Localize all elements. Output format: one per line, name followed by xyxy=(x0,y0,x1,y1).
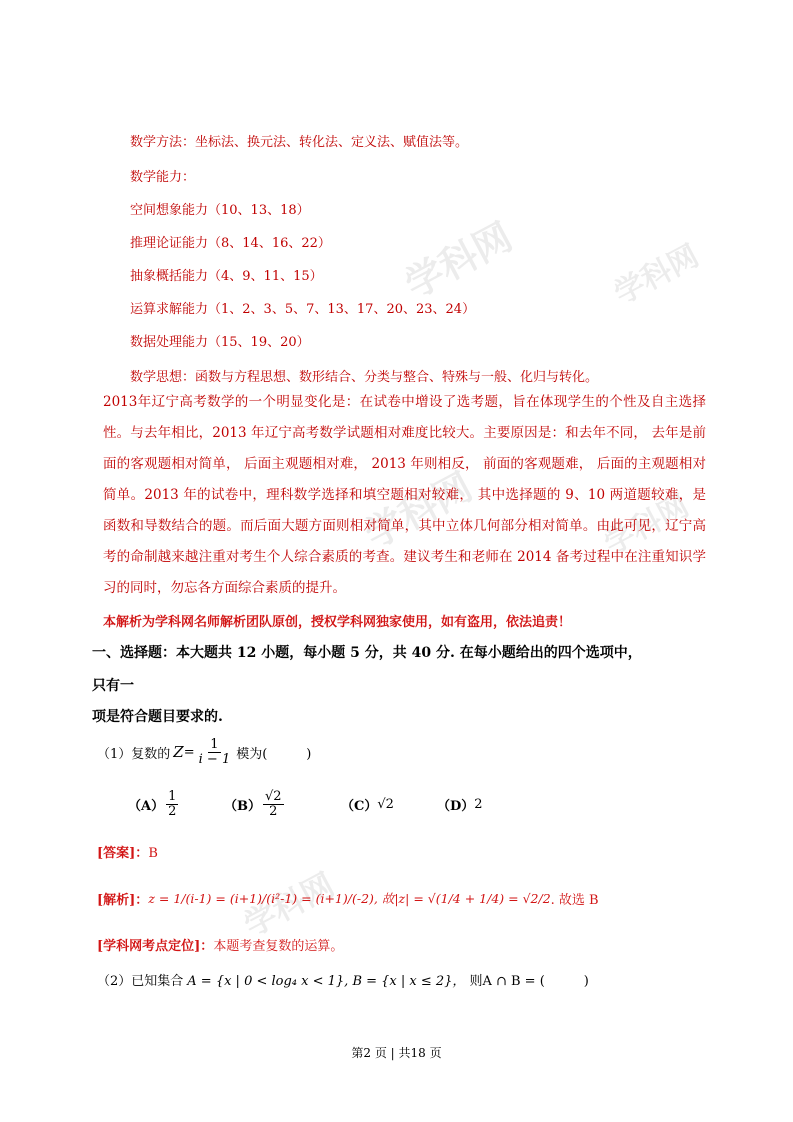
answer-line xyxy=(97,842,158,861)
option-b-den: 2 xyxy=(269,803,278,819)
option-b-num: √2 xyxy=(265,788,282,804)
option-b-label: （B） xyxy=(224,798,261,814)
option-a xyxy=(128,782,180,826)
explanation-line xyxy=(97,878,599,918)
ability-item: 数据处理能力（15、19、20） xyxy=(130,335,310,350)
option-a-num: 1 xyxy=(168,788,177,804)
option-b-fraction xyxy=(263,790,284,818)
knowledge-point-label: [学科网考点定位]： xyxy=(97,939,214,954)
section-heading-line3: 项是符合题目要求的. xyxy=(92,709,223,725)
ability-item: 空间想象能力（10、13、18） xyxy=(130,203,310,218)
watermark-logo: 学科网 xyxy=(357,464,480,557)
q2-suffix: 则A ∩ B = ( ) xyxy=(469,974,589,989)
answer-label: [答案]： xyxy=(97,846,149,861)
q2-prefix: （2）已知集合 xyxy=(97,974,184,989)
math-ability-title: 数学能力： xyxy=(130,170,196,185)
option-c-value: √2 xyxy=(377,796,394,812)
analysis-paragraph: 2013年辽宁高考数学的一个明显变化是：在试卷中增设了选考题，旨在体现学生的个性及自主选择性。与去年相比，2013 年辽宁高考数学试题相对难度比较大。主要原因是：和去年不同， 去年是前面的客观题相对简单， 后面主观题相对难， 2013 年则相反， 前面的客观题难， 后面的主观题相对简单。2013 年的试卷中，理科数学选择和填空题相对较难， 其中选择题的 9、10 两道题较难，是函数和导数结合的题。而后面大题方面则相对简单，其中立体几何部分相对简单。由此可见，辽宁高考的命制越来越注重对考生个人综合素质的考查。建议考生和老师在 2014 备考过程中在注重知识学习的同时，勿忘各方面综合素质的提升。 xyxy=(103,394,706,596)
knowledge-point xyxy=(97,935,343,954)
q1-fraction xyxy=(197,738,233,766)
option-a-den: 2 xyxy=(168,803,177,819)
watermark-logo: 学科网 xyxy=(598,488,695,562)
q2-expression: A = {x | 0 < log₄ x < 1}, B = {x | x ≤ 2}， xyxy=(187,974,466,989)
watermark-logo: 学科网 xyxy=(608,238,705,312)
option-d-value: 2 xyxy=(474,796,483,812)
copyright-notice: 本解析为学科网名师解析团队原创，授权学科网独家使用，如有盗用，依法追责！ xyxy=(103,615,572,630)
q1-eq: = xyxy=(183,744,195,760)
q1-var: Z xyxy=(173,743,184,761)
option-a-label: （A） xyxy=(128,798,165,814)
q1-suffix: 模为( ) xyxy=(236,746,312,762)
math-methods: 数学方法：坐标法、换元法、转化法、定义法、赋值法等。 xyxy=(130,135,469,150)
ability-item: 运算求解能力（1、2、3、5、7、13、17、20、23、24） xyxy=(130,302,476,317)
option-d-label: （D） xyxy=(437,798,475,814)
explanation-label: [解析]： xyxy=(97,892,149,908)
option-c-label: （C） xyxy=(341,798,378,814)
watermark-logo: 学科网 xyxy=(397,214,520,307)
page-footer: 第2 页 | 共18 页 xyxy=(351,1046,442,1060)
explanation-tail: . 故选 B xyxy=(550,892,599,908)
option-c xyxy=(341,782,394,826)
answer-value: B xyxy=(148,846,158,861)
option-a-fraction xyxy=(166,790,178,818)
knowledge-point-text: 本题考查复数的运算。 xyxy=(213,939,344,954)
math-thought: 数学思想：函数与方程思想、数形结合、分类与整合、特殊与一般、化归与转化。 xyxy=(130,370,599,385)
question-1 xyxy=(97,732,311,772)
ability-item: 抽象概括能力（4、9、11、15） xyxy=(130,269,323,284)
option-d xyxy=(437,782,483,826)
section-heading-line2: 只有一 xyxy=(92,678,134,694)
option-b xyxy=(224,782,286,826)
watermark-logo: 学科网 xyxy=(237,865,341,945)
q1-den: i − 1 xyxy=(198,751,231,767)
section-heading: 一、选择题：本大题共 12 小题，每小题 5 分，共 40 分. 在每小题给出的四个选项中， xyxy=(92,645,642,661)
explanation-expression: z = 1/(i-1) = (i+1)/(i²-1) = (i+1)/(-2), 故|z| = √(1/4 + 1/4) = √2/2 xyxy=(148,891,551,906)
q1-prefix: （1）复数的 xyxy=(97,746,171,762)
question-2 xyxy=(97,970,589,989)
ability-item: 推理论证能力（8、14、16、22） xyxy=(130,236,331,251)
q1-num: 1 xyxy=(210,736,219,752)
